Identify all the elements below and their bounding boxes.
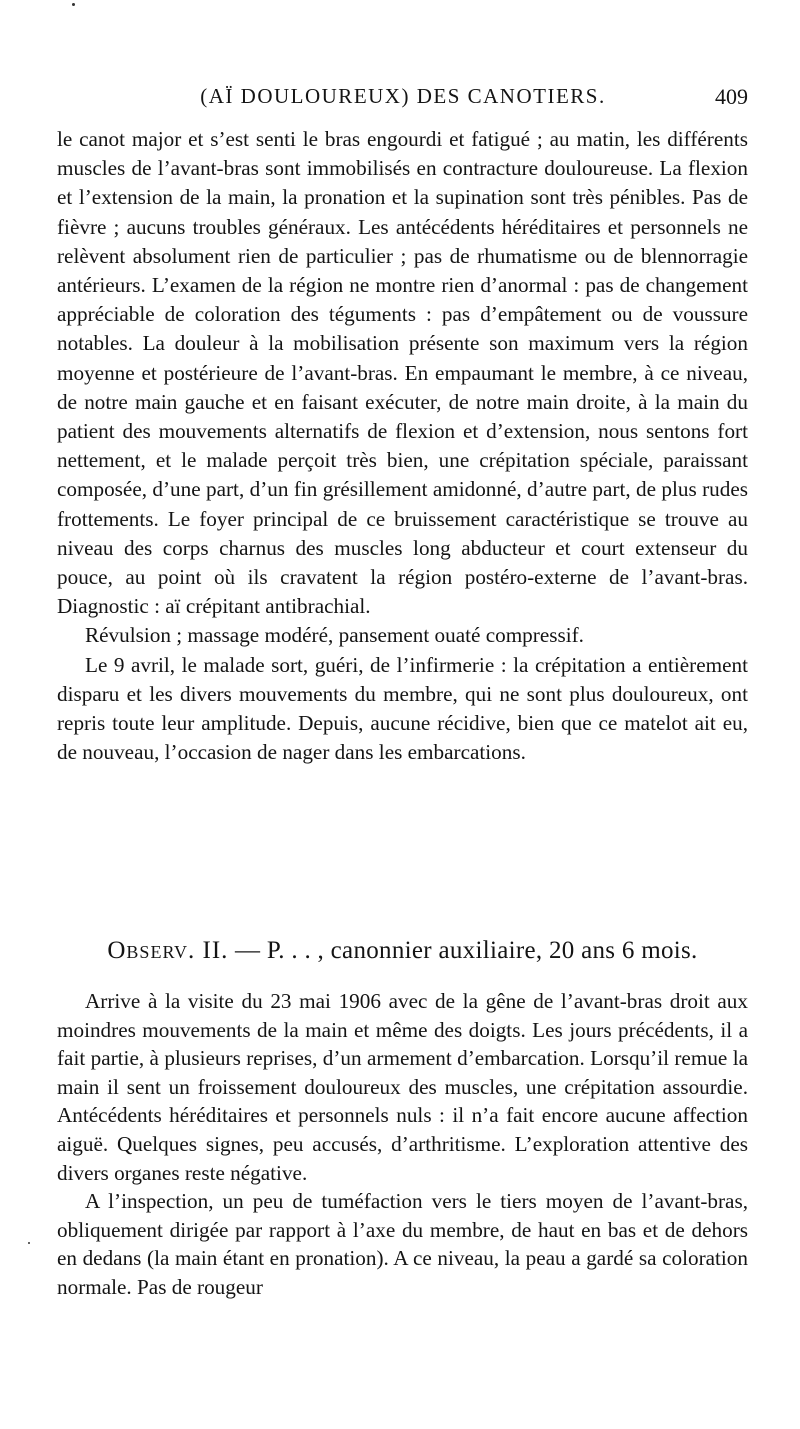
observation-2-text: [57, 987, 748, 1302]
page-header: [58, 84, 748, 114]
running-head: (AÏ DOULOUREUX) DES CANOTIERS.: [200, 84, 606, 108]
print-speck: [28, 1242, 30, 1244]
page-number: 409: [715, 84, 748, 109]
observation-label: Observ. II.: [107, 937, 229, 964]
observation-title: — P. . . , canonnier auxiliaire, 20 ans 6 mois.: [234, 937, 698, 964]
paragraph: Le 9 avril, le malade sort, guéri, de l’infirmerie : la crépitation a entièrement disparu et les divers mouvements du membre, qui ne sont plus douloureux, ont repris toute leur amplitude. Depuis, aucune récidive, bien que ce matelot ait eu, de nouveau, l’occasion de nager dans les embarcations.: [57, 652, 748, 765]
paragraph: A l’inspection, un peu de tuméfaction vers le tiers moyen de l’avant-bras, obliquement dirigée par rapport à l’axe du membre, de haut en bas et de dehors en dedans (la main étant en pronation). A ce niveau, la peau a gardé sa coloration normale. Pas de rougeur: [57, 1189, 748, 1299]
observation-2-heading: [57, 935, 748, 966]
print-speck: [72, 3, 75, 6]
observation-1-text: [57, 125, 748, 767]
paragraph: Arrive à la visite du 23 mai 1906 avec de la gêne de l’avant-bras droit aux moindres mouvements de la main et même des doigts. Les jours précédents, il a fait partie, à plusieurs reprises, d’un armement d’embarcation. Lorsqu’il remue la main il sent un froissement douloureux des muscles, une crépitation assourdie. Antécédents héréditaires et personnels nuls : il n’a fait encore aucune affection aiguë. Quelques signes, peu accusés, d’arthritisme. L’exploration attentive des divers organes reste négative.: [57, 989, 748, 1185]
paragraph: le canot major et s’est senti le bras engourdi et fatigué ; au matin, les différents muscles de l’avant-bras sont immobilisés en contracture douloureuse. La flexion et l’extension de la main, la pronation et la supination sont très pénibles. Pas de fièvre ; aucuns troubles généraux. Les antécédents héréditaires et personnels ne relèvent absolument rien de particulier ; pas de rhumatisme ou de blennorragie antérieurs. L’examen de la région ne montre rien d’anormal : pas de changement appréciable de coloration des téguments : pas d’empâtement ou de voussure notables. La douleur à la mobilisation présente son maximum vers la région moyenne et postérieure de l’avant-bras. En empaumant le membre, à ce niveau, de notre main gauche et en faisant exécuter, de notre main droite, à la main du patient des mouvements alternatifs de flexion et d’extension, nous sentons fort nettement, et le malade perçoit très bien, une crépitation spéciale, paraissant composée, d’une part, d’un fin grésillement amidonné, d’autre part, de plus rudes frottements. Le foyer principal de ce bruissement caractéristique se trouve au niveau des corps charnus des muscles long abducteur et court extenseur du pouce, au point où ils cravatent la région postéro-externe de l’avant-bras. Diagnostic : aï crépitant antibrachial.: [57, 127, 748, 619]
paragraph: Révulsion ; massage modéré, pansement ouaté compressif.: [85, 623, 584, 648]
